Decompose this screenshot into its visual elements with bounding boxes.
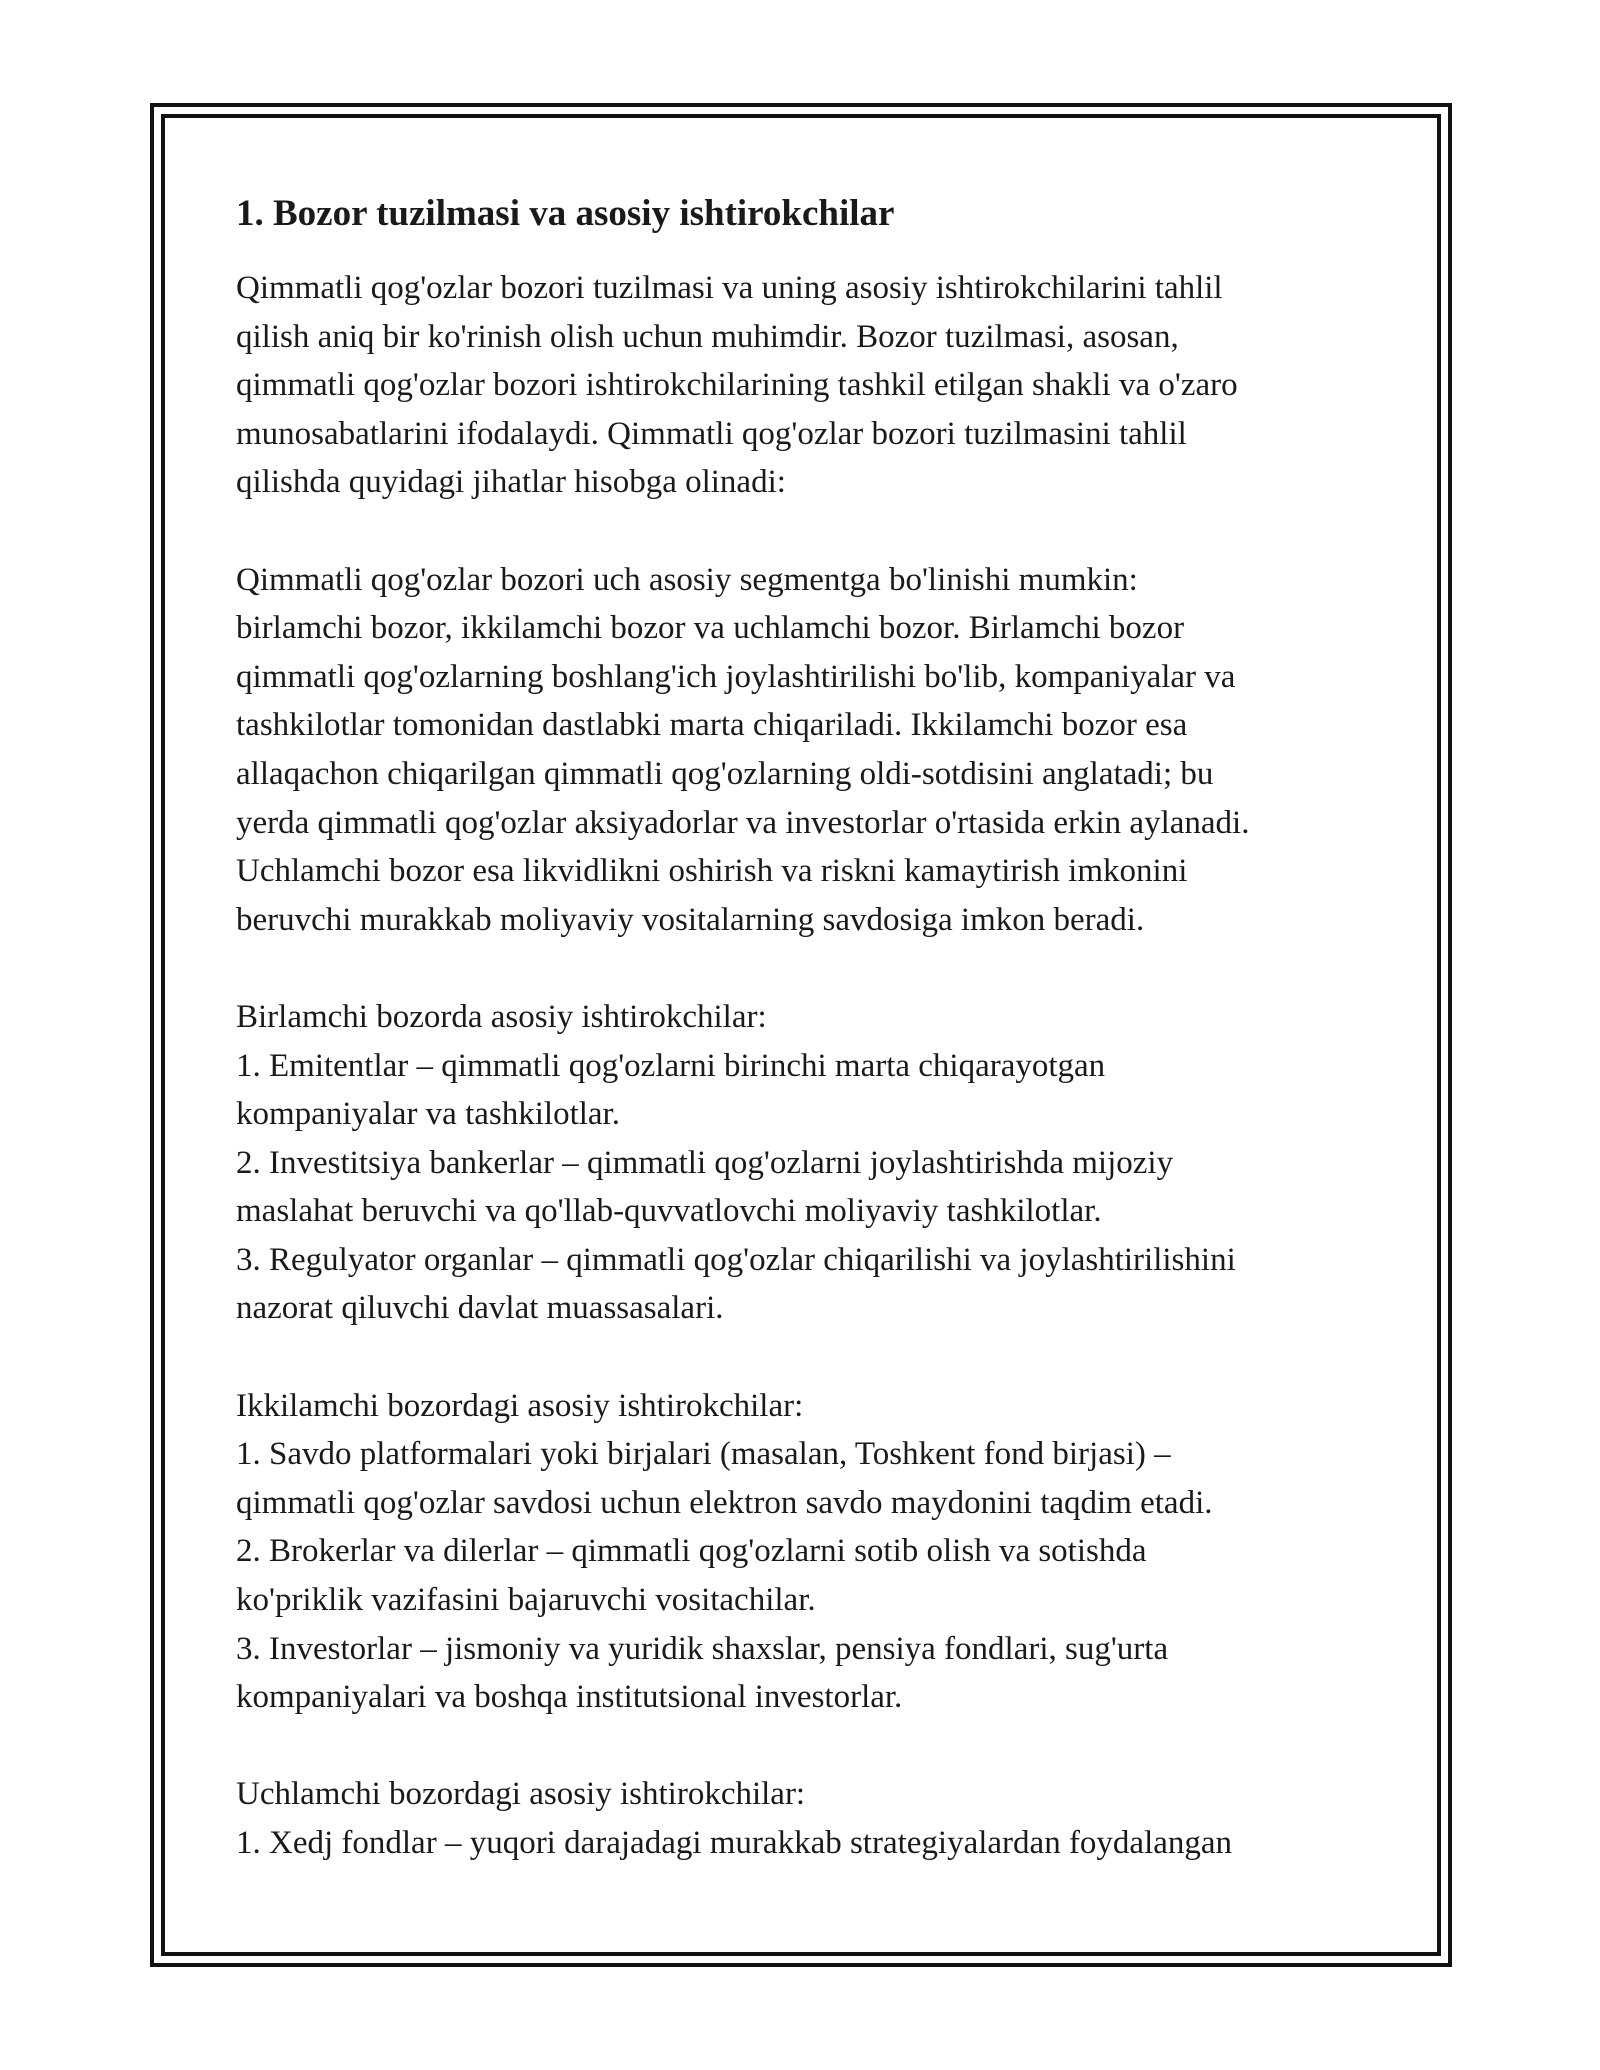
list-item: 1. Emitentlar – qimmatli qog'ozlarni birinchi marta chiqarayotgan kompaniyalar va tashkilotlar. xyxy=(236,1047,1106,1133)
paragraph-intro: Qimmatli qog'ozlar bozori tuzilmasi va uning asosiy ishtirokchilarini tahlil qilish aniq bir ko'rinish olish uchun muhimdir. Bozor tuzilmasi, asosan, qimmatli qog'ozlar bozori ishtirokchilarining tashkil etilgan shakli va o'zaro munosabatlarini ifodalaydi. Qimmatli qog'ozlar bozori tuzilmasini tahlil qilishda quyidagi jihatlar hisobga olinadi: xyxy=(236,270,1238,501)
list-item: 1. Savdo platformalari yoki birjalari (masalan, Toshkent fond birjasi) – qimmatli qog'ozlar savdosi uchun elektron savdo maydonini taqdim etadi. xyxy=(236,1436,1213,1521)
section-title: Birlamchi bozorda asosiy ishtirokchilar: xyxy=(236,998,767,1035)
section-heading: 1. Bozor tuzilmasi va asosiy ishtirokchilar xyxy=(236,193,895,234)
list-item: 2. Brokerlar va dilerlar – qimmatli qog'ozlarni sotib olish va sotishda ko'priklik vazifasini bajaruvchi vositachilar. xyxy=(236,1533,1147,1619)
paragraph-segments: Qimmatli qog'ozlar bozori uch asosiy segmentga bo'linishi mumkin: birlamchi bozor, ikkilamchi bozor va uchlamchi bozor. Birlamchi bozor qimmatli qog'ozlarning boshlang'ich joylashtirilishi bo'lib, kompaniyalar va tashkilotlar tomonidan dastlabki marta chiqariladi. Ikkilamchi bozor esa allaqachon chiqarilgan qimmatli qog'ozlarning oldi-sotdisini anglatadi; bu yerda qimmatli qog'ozlar aksiyadorlar va investorlar o'rtasida erkin aylanadi. Uchlamchi bozor esa likvidlikni oshirish va riskni kamaytirish imkonini beruvchi murakkab moliyaviy vositalarning savdosiga imkon beradi. xyxy=(236,561,1250,938)
section-title: Uchlamchi bozordagi asosiy ishtirokchilar: xyxy=(236,1776,806,1813)
list-item: 3. Investorlar – jismoniy va yuridik shaxslar, pensiya fondlari, sug'urta kompaniyalari va boshqa institutsional investorlar. xyxy=(236,1630,1169,1716)
section-title: Ikkilamchi bozordagi asosiy ishtirokchilar: xyxy=(236,1387,804,1424)
section-secondary-market xyxy=(236,1382,1376,1722)
section-tertiary-market xyxy=(236,1770,1376,1867)
section-primary-market xyxy=(236,993,1376,1333)
list-item: 2. Investitsiya bankerlar – qimmatli qog'ozlarni joylashtirishda mijoziy maslahat beruvchi va qo'llab-quvvatlovchi moliyaviy tashkilotlar. xyxy=(236,1144,1174,1230)
list-item: 3. Regulyator organlar – qimmatli qog'ozlar chiqarilishi va joylashtirilishini nazorat qiluvchi davlat muassasalari. xyxy=(236,1241,1236,1327)
list-item: 1. Xedj fondlar – yuqori darajadagi murakkab strategiyalardan foydalangan xyxy=(236,1825,1233,1861)
document-body xyxy=(236,190,1376,1868)
